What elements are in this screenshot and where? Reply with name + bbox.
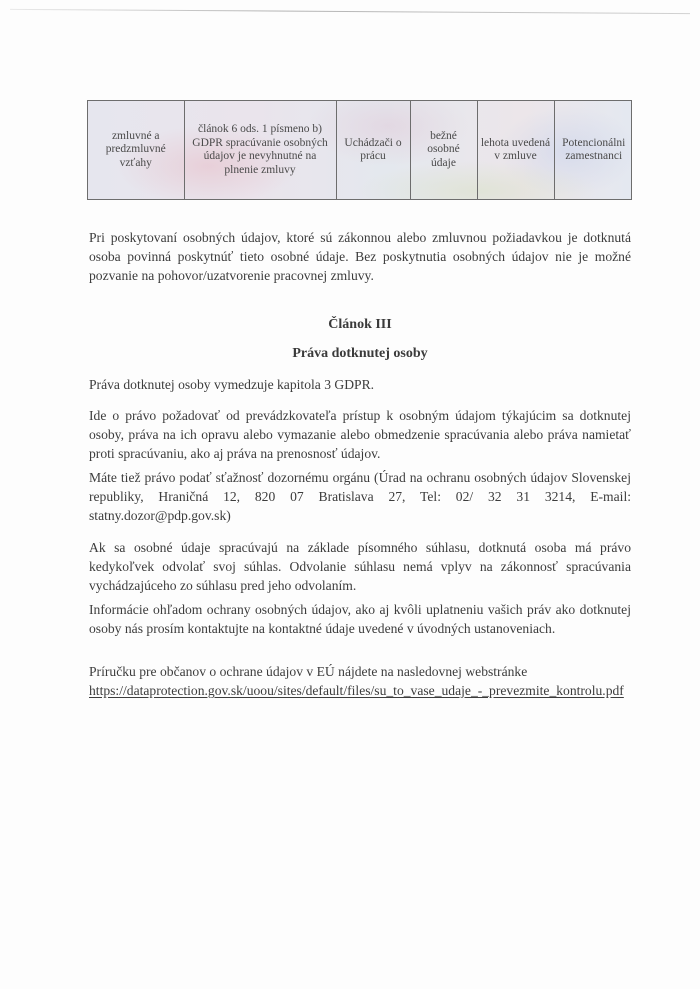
paragraph-complaint-block <box>89 468 631 525</box>
scan-artifact-line <box>10 9 690 14</box>
article-number: Článok III <box>328 317 392 332</box>
intro-paragraph: Pri poskytovaní osobných údajov, ktoré sú zákonnou alebo zmluvnou požiadavkou je dotknutá osoba povinná poskytnúť tieto osobné údaje. Bez poskytnutia osobných údajov nie je možné pozvanie na pohovor/uzatvorenie pracovnej zmluvy. <box>89 230 631 283</box>
cell-data-category: bežné osobné údaje <box>410 101 477 199</box>
paragraph-rights-scope: Práva dotknutej osoby vymedzuje kapitola 3 GDPR. <box>89 377 375 392</box>
paragraph-rights-list: Ide o právo požadovať od prevádzkovateľa prístup k osobným údajom týkajúcim sa dotknutej osoby, práva na ich opravu alebo vymazanie alebo obmedzenie spracúvania alebo práva namietať proti spracúvaniu, ako aj práva na prenosnosť údajov. <box>89 408 631 461</box>
paragraph-rights-scope-block <box>89 375 631 394</box>
cell-recipients: Potencionálni zamestnanci <box>554 101 633 199</box>
table-row <box>88 101 633 199</box>
handbook-link[interactable]: https://dataprotection.gov.sk/uoou/sites/default/files/su_to_vase_udaje_-_prevezmite_kontrolu.pdf <box>89 683 624 698</box>
paragraph-consent-block <box>89 538 631 595</box>
cell-retention: lehota uvedená v zmluve <box>477 101 554 199</box>
paragraph-handbook-block <box>89 662 631 700</box>
handbook-text: Príručku pre občanov o ochrane údajov v EÚ nájdete na nasledovnej webstránke <box>89 664 528 679</box>
article-title: Práva dotknutej osoby <box>292 346 428 361</box>
cell-data-subjects: Uchádzači o prácu <box>336 101 410 199</box>
intro-paragraph-block <box>89 228 631 285</box>
paragraph-handbook <box>89 662 631 700</box>
paragraph-rights-list-block <box>89 406 631 463</box>
paragraph-consent: Ak sa osobné údaje spracúvajú na základe písomného súhlasu, dotknutá osoba má právo kedykoľvek odvolať svoj súhlas. Odvolanie súhlasu nemá vplyv na zákonnosť spracúvania vychádzajúceho zo súhlasu pred jeho odvolaním. <box>89 540 631 593</box>
cell-purpose: zmluvné a predzmluvné vzťahy <box>105 129 166 169</box>
paragraph-complaint: Máte tiež právo podať sťažnosť dozornému orgánu (Úrad na ochranu osobných údajov Slovenskej republiky, Hraničná 12, 820 07 Bratislava 27, Tel: 02/ 32 31 3214, E-mail: statny.dozor@pdp.gov.sk) <box>89 470 631 523</box>
paragraph-contact-block <box>89 600 631 638</box>
paragraph-contact: Informácie ohľadom ochrany osobných údajov, ako aj kvôli uplatneniu vašich práv ako dotknutej osoby nás prosím kontaktujte na kontaktné údaje uvedené v úvodných ustanoveniach. <box>89 602 631 636</box>
cell-legal-basis: článok 6 ods. 1 písmeno b) GDPR spracúvanie osobných údajov je nevyhnutné na plnenie zmluvy <box>184 101 336 199</box>
processing-table <box>87 100 632 200</box>
